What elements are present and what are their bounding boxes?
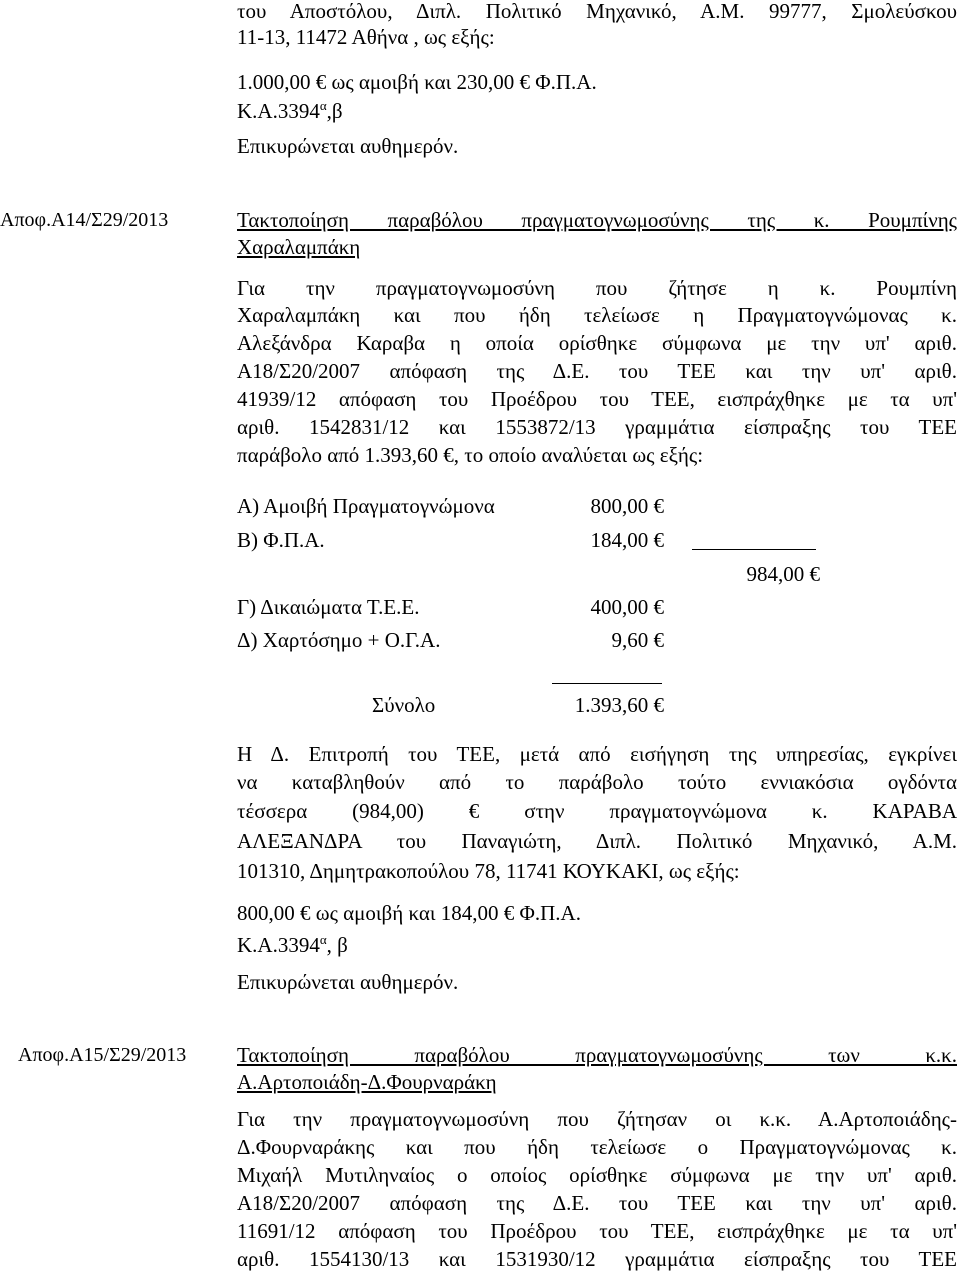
paragraph-line: Α18/Σ20/2007 απόφαση της Δ.Ε. του ΤΕΕ και την υπ' αριθ. [237, 359, 957, 383]
paragraph-line: να καταβληθούν από το παράβολο τούτο εννιακόσια ογδόντα [237, 770, 957, 794]
paragraph-line: 11-13, 11472 Αθήνα , ως εξής: [237, 25, 495, 49]
paragraph-line: Η Δ. Επιτροπή του ΤΕΕ, μετά από εισήγηση της υπηρεσίας, εγκρίνει [237, 742, 957, 766]
paragraph-line: 11691/12 απόφαση του Προέδρου του ΤΕΕ, εισπράχθηκε με τα υπ' [237, 1219, 957, 1243]
paragraph-line: ΑΛΕΞΑΝΔΡΑ του Παναγιώτη, Διπλ. Πολιτικό Μηχανικό, Α.Μ. [237, 829, 957, 853]
paragraph-line: Δ.Φουρναράκης και που ήδη τελείωσε ο Πραγματογνώμονας κ. [237, 1135, 957, 1159]
account-code: $K.A.3394^\alpha,\beta$ [237, 98, 343, 123]
breakdown-value: 800,00 € [590, 494, 664, 518]
paragraph-line: αριθ. 1554130/13 και 1531930/12 γραμμάτια είσπραξης του ΤΕΕ [237, 1247, 957, 1271]
decision-reference: Αποφ.Α15/Σ29/2013 [18, 1044, 187, 1066]
certification-line: Επικυρώνεται αυθημερόν. [237, 970, 459, 994]
breakdown-label: Γ) Δικαιώματα Τ.Ε.Ε. [237, 595, 420, 619]
total-label: Σύνολο [372, 693, 436, 717]
payment-line: 1.000,00 € ως αμοιβή και 230,00 € Φ.Π.Α. [237, 70, 597, 94]
paragraph-line: Για την πραγματογνωμοσύνη που ζήτησαν οι κ.κ. Α.Αρτοποιάδης- [237, 1107, 957, 1131]
breakdown-label: Α) Αμοιβή Πραγματογνώμονα [237, 494, 495, 518]
paragraph-line: Α18/Σ20/2007 απόφαση της Δ.Ε. του ΤΕΕ και την υπ' αριθ. [237, 1191, 957, 1215]
breakdown-label: Β) Φ.Π.Α. [237, 528, 325, 552]
paragraph-line: παράβολο από 1.393,60 €, το οποίο αναλύεται ως εξής: [237, 443, 704, 467]
breakdown-value: 9,60 € [611, 628, 664, 652]
decision-reference: Αποφ.Α14/Σ29/2013 [0, 209, 169, 231]
account-code: $K.A.3394^\alpha$, β [237, 932, 348, 957]
breakdown-value: 184,00 € [590, 528, 664, 552]
paragraph-line: του Αποστόλου, Διπλ. Πολιτικό Μηχανικό, Α.Μ. 99777, Σμολεύσκου [237, 0, 957, 23]
decision-title: Τακτοποίηση παραβόλου πραγματογνωμοσύνης της κ. Ρουμπίνης [237, 208, 957, 232]
paragraph-line: τέσσερα (984,00) € στην πραγματογνώμονα κ. ΚΑΡΑΒΑ [237, 799, 957, 823]
breakdown-value: 400,00 € [590, 595, 664, 619]
paragraph-line: Για την πραγματογνωμοσύνη που ζήτησε η κ. Ρουμπίνη [237, 276, 957, 300]
paragraph-line: 101310, Δημητρακοπούλου 78, 11741 ΚΟΥΚΑΚΙ, ως εξής: [237, 859, 740, 883]
total-rule [552, 683, 662, 684]
paragraph-line: Μιχαήλ Μυτιληναίος ο οποίος ορίσθηκε σύμφωνα με την υπ' αριθ. [237, 1163, 957, 1187]
decision-title: Α.Αρτοποιάδη-Δ.Φουρναράκη [237, 1070, 497, 1094]
subtotal-rule [692, 549, 816, 550]
paragraph-line: Χαραλαμπάκη και που ήδη τελείωσε η Πραγματογνώμονας κ. [237, 303, 957, 327]
certification-line: Επικυρώνεται αυθημερόν. [237, 134, 459, 158]
paragraph-line: αριθ. 1542831/12 και 1553872/13 γραμμάτια είσπραξης του ΤΕΕ [237, 415, 957, 439]
breakdown-label: Δ) Χαρτόσημο + Ο.Γ.Α. [237, 628, 441, 652]
payment-line: 800,00 € ως αμοιβή και 184,00 € Φ.Π.Α. [237, 901, 581, 925]
total-value: 1.393,60 € [574, 693, 664, 717]
decision-title: Τακτοποίηση παραβόλου πραγματογνωμοσύνης των κ.κ. [237, 1043, 957, 1067]
paragraph-line: 41939/12 απόφαση του Προέδρου του ΤΕΕ, εισπράχθηκε με τα υπ' [237, 387, 957, 411]
decision-title: Χαραλαμπάκη [237, 235, 361, 259]
subtotal-value: 984,00 € [746, 562, 820, 586]
paragraph-line: Αλεξάνδρα Καραβα η οποία ορίσθηκε σύμφωνα με την υπ' αριθ. [237, 331, 957, 355]
